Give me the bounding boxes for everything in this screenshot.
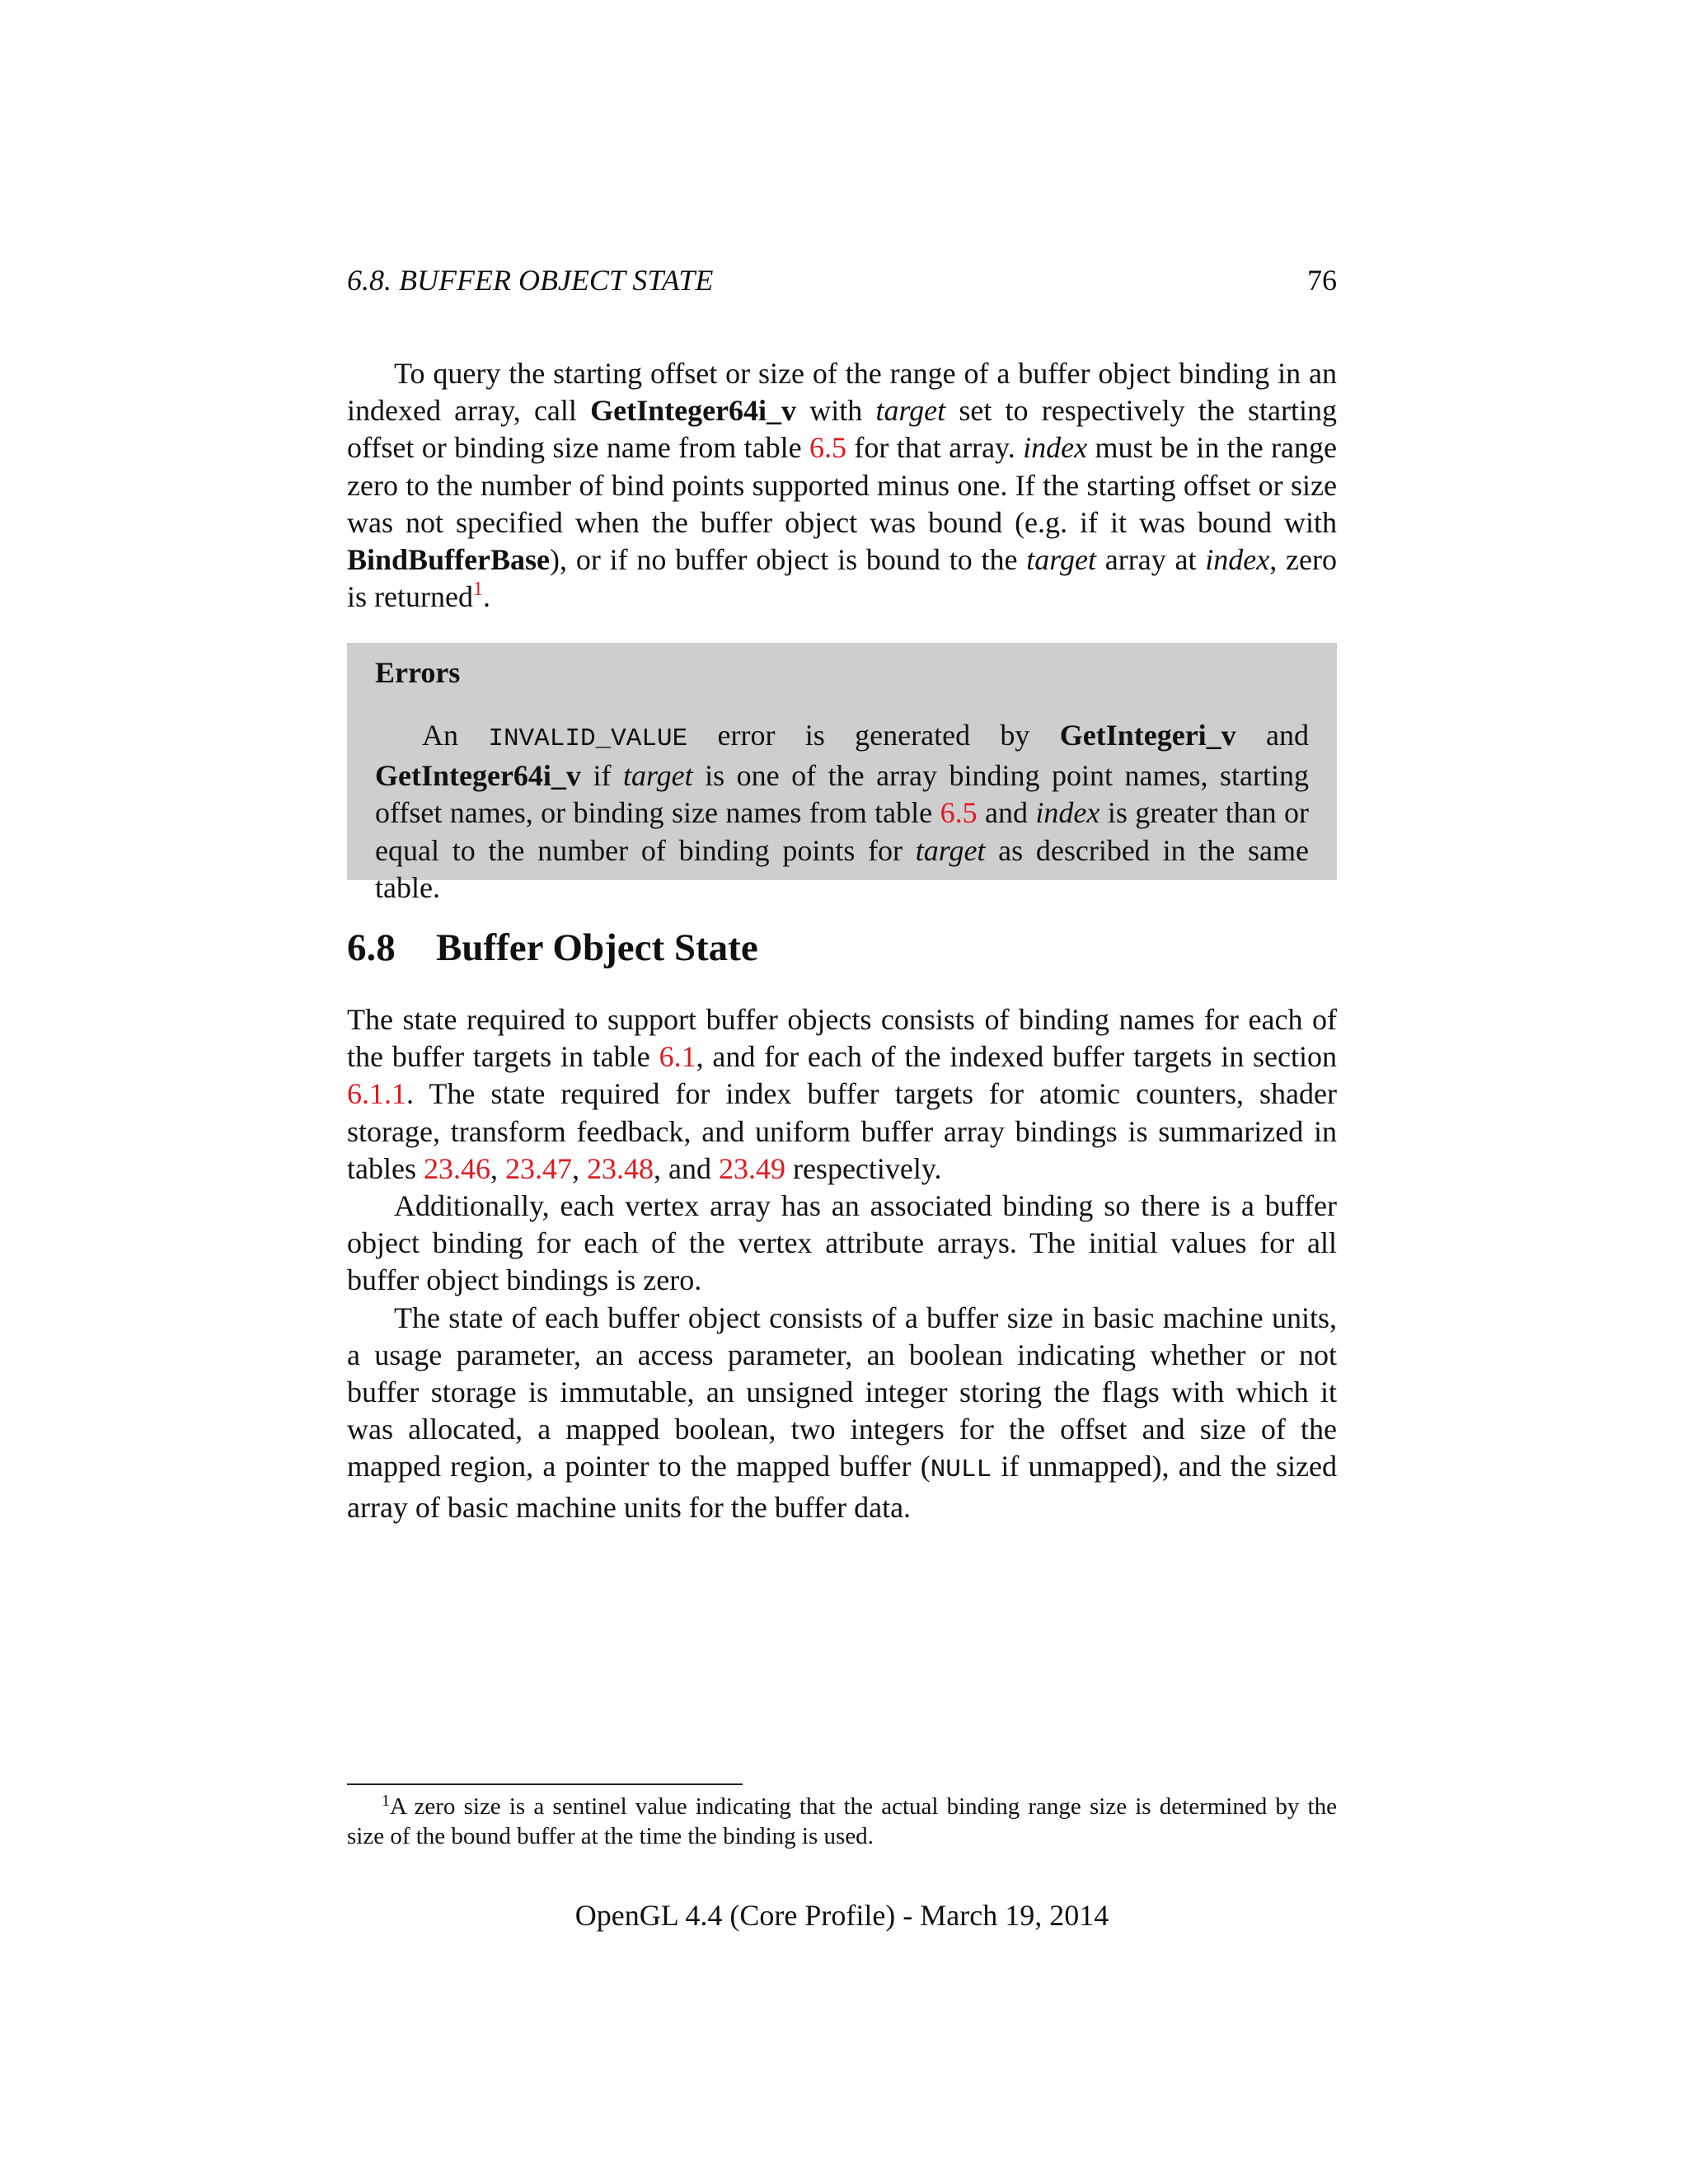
errors-text: is one of the array binding point names, starting offset names, or binding size names from table <box>375 759 1309 830</box>
param-target: target <box>875 394 946 428</box>
param-target: target <box>915 833 986 867</box>
body-text: respectively. <box>785 1151 942 1185</box>
intro-text: for that array. <box>846 431 1024 465</box>
page-number: 76 <box>1307 264 1337 297</box>
errors-paragraph <box>375 717 1309 907</box>
section-heading <box>347 923 758 972</box>
link-table-23-46[interactable]: 23.46 <box>423 1151 490 1185</box>
body-text: . The state required for index buffer targets for atomic counters, shader storage, transform feedback, and uniform buffer array bindings is summarized in tables <box>347 1077 1337 1185</box>
param-index: index <box>1205 543 1270 577</box>
intro-text: ), or if no buffer object is bound to the <box>550 543 1027 577</box>
body-text: The state of each buffer object consists of a buffer size in basic machine units, a usage parameter, an access parameter, an boolean indicating whether or not buffer storage is immutable, an unsigned integer storing the flags with which it was allocated, a mapped boolean, two integers for the offset and size of the mapped region, a pointer to the mapped buffer ( <box>347 1301 1337 1483</box>
link-table-23-48[interactable]: 23.48 <box>586 1151 654 1185</box>
function-bindbufferbase: BindBufferBase <box>347 543 551 577</box>
function-getintegeri-v: GetIntegeri_v <box>1059 719 1236 752</box>
param-target: target <box>1026 543 1096 577</box>
body-text: , <box>490 1151 505 1185</box>
code-null: NULL <box>930 1455 992 1485</box>
body-paragraph-3 <box>347 1300 1337 1526</box>
errors-text: if <box>580 759 623 793</box>
link-table-6-5[interactable]: 6.5 <box>809 431 846 465</box>
errors-text: as described in the same table. <box>375 833 1309 904</box>
intro-text: . <box>482 580 490 614</box>
body-paragraph-2: Additionally, each vertex array has an associated binding so there is a buffer object binding for each of the vertex attribute arrays. The initial values for all buffer object bindings is zero. <box>347 1189 1337 1297</box>
errors-box <box>347 643 1337 904</box>
param-index: index <box>1035 796 1100 830</box>
intro-text: with <box>796 394 876 428</box>
errors-body <box>375 717 1309 907</box>
intro-text: set to respectively the starting offset or binding size name from table <box>347 394 1337 465</box>
link-table-6-5[interactable]: 6.5 <box>940 796 978 830</box>
footnote-text: A zero size is a sentinel value indicating that the actual binding range size is determined by the size of the bound buffer at the time the binding is used. <box>347 1793 1337 1849</box>
link-table-23-47[interactable]: 23.47 <box>504 1151 572 1185</box>
intro-text: must be in the range zero to the number of bind points supported minus one. If the starting offset or size was not specified when the buffer object was bound (e.g. if it was bound with <box>347 431 1338 539</box>
function-getinteger64i-v: GetInteger64i_v <box>375 759 581 793</box>
body-text: The state required to support buffer objects consists of binding names for each of the buffer targets in table <box>347 1003 1337 1074</box>
errors-text: error is generated by <box>687 719 1060 752</box>
code-invalid-value: INVALID_VALUE <box>488 724 688 753</box>
footnote-link-1[interactable]: 1 <box>472 579 483 601</box>
intro-paragraph <box>347 355 1337 616</box>
intro-paragraph-block <box>347 355 1337 616</box>
footnote <box>347 1792 1337 1851</box>
errors-text: is greater than or equal to the number of binding points for <box>375 796 1309 867</box>
page-footer: OpenGL 4.4 (Core Profile) - March 19, 2014 <box>574 1899 1109 1932</box>
intro-text: array at <box>1095 543 1206 577</box>
running-header <box>347 260 1337 300</box>
body-text: if unmapped), and the sized array of basic machine units for the buffer data. <box>347 1450 1337 1524</box>
section-body <box>347 1001 1337 1526</box>
errors-title: Errors <box>375 656 461 689</box>
body-text: , <box>571 1151 587 1185</box>
errors-text: and <box>977 796 1036 830</box>
param-target: target <box>622 759 693 793</box>
header-section-title: 6.8. BUFFER OBJECT STATE <box>347 264 714 297</box>
footnote-divider <box>347 1783 743 1785</box>
function-getinteger64i-v: GetInteger64i_v <box>590 394 797 428</box>
body-text: , and for each of the indexed buffer targets in section <box>696 1040 1337 1074</box>
link-section-6-1-1[interactable]: 6.1.1 <box>347 1077 406 1111</box>
section-title: Buffer Object State <box>436 926 758 969</box>
link-table-6-1[interactable]: 6.1 <box>659 1040 696 1074</box>
footnote-mark: 1 <box>382 1792 390 1810</box>
intro-text: To query the starting offset or size of the range of a buffer object binding in an indexed array, call <box>347 357 1337 428</box>
errors-text: An <box>422 719 489 752</box>
body-paragraph-1 <box>347 1001 1337 1188</box>
link-table-23-49[interactable]: 23.49 <box>718 1151 785 1185</box>
body-text: , and <box>653 1151 719 1185</box>
errors-text: and <box>1236 719 1310 752</box>
param-index: index <box>1023 431 1088 465</box>
intro-text: , zero is returned <box>347 543 1337 614</box>
section-number: 6.8 <box>347 926 396 969</box>
